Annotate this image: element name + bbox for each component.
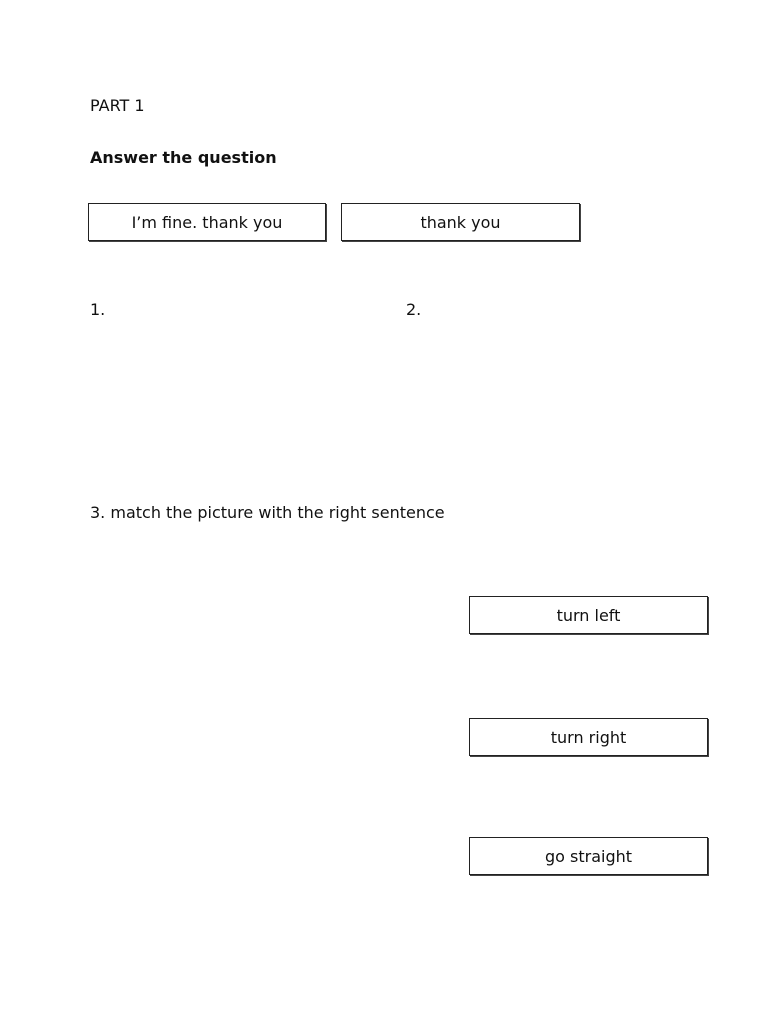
part-title: PART 1 [90, 96, 145, 115]
match-box-turn-right-label: turn right [550, 727, 627, 747]
answer-box-1 [88, 203, 326, 241]
match-box-turn-left-label: turn left [556, 605, 621, 625]
match-box-go-straight [469, 837, 708, 875]
answer-box-2-label: thank you [420, 212, 501, 232]
match-box-go-straight-label: go straight [544, 846, 633, 866]
instructions-heading: Answer the question [90, 148, 277, 167]
match-box-turn-left [469, 596, 708, 634]
match-box-turn-right [469, 718, 708, 756]
question-3-text: 3. match the picture with the right sentence [90, 503, 445, 522]
answer-box-2 [341, 203, 580, 241]
question-2-number: 2. [406, 300, 422, 319]
question-1-number: 1. [90, 300, 106, 319]
answer-box-1-label: I’m fine. thank you [131, 212, 283, 232]
